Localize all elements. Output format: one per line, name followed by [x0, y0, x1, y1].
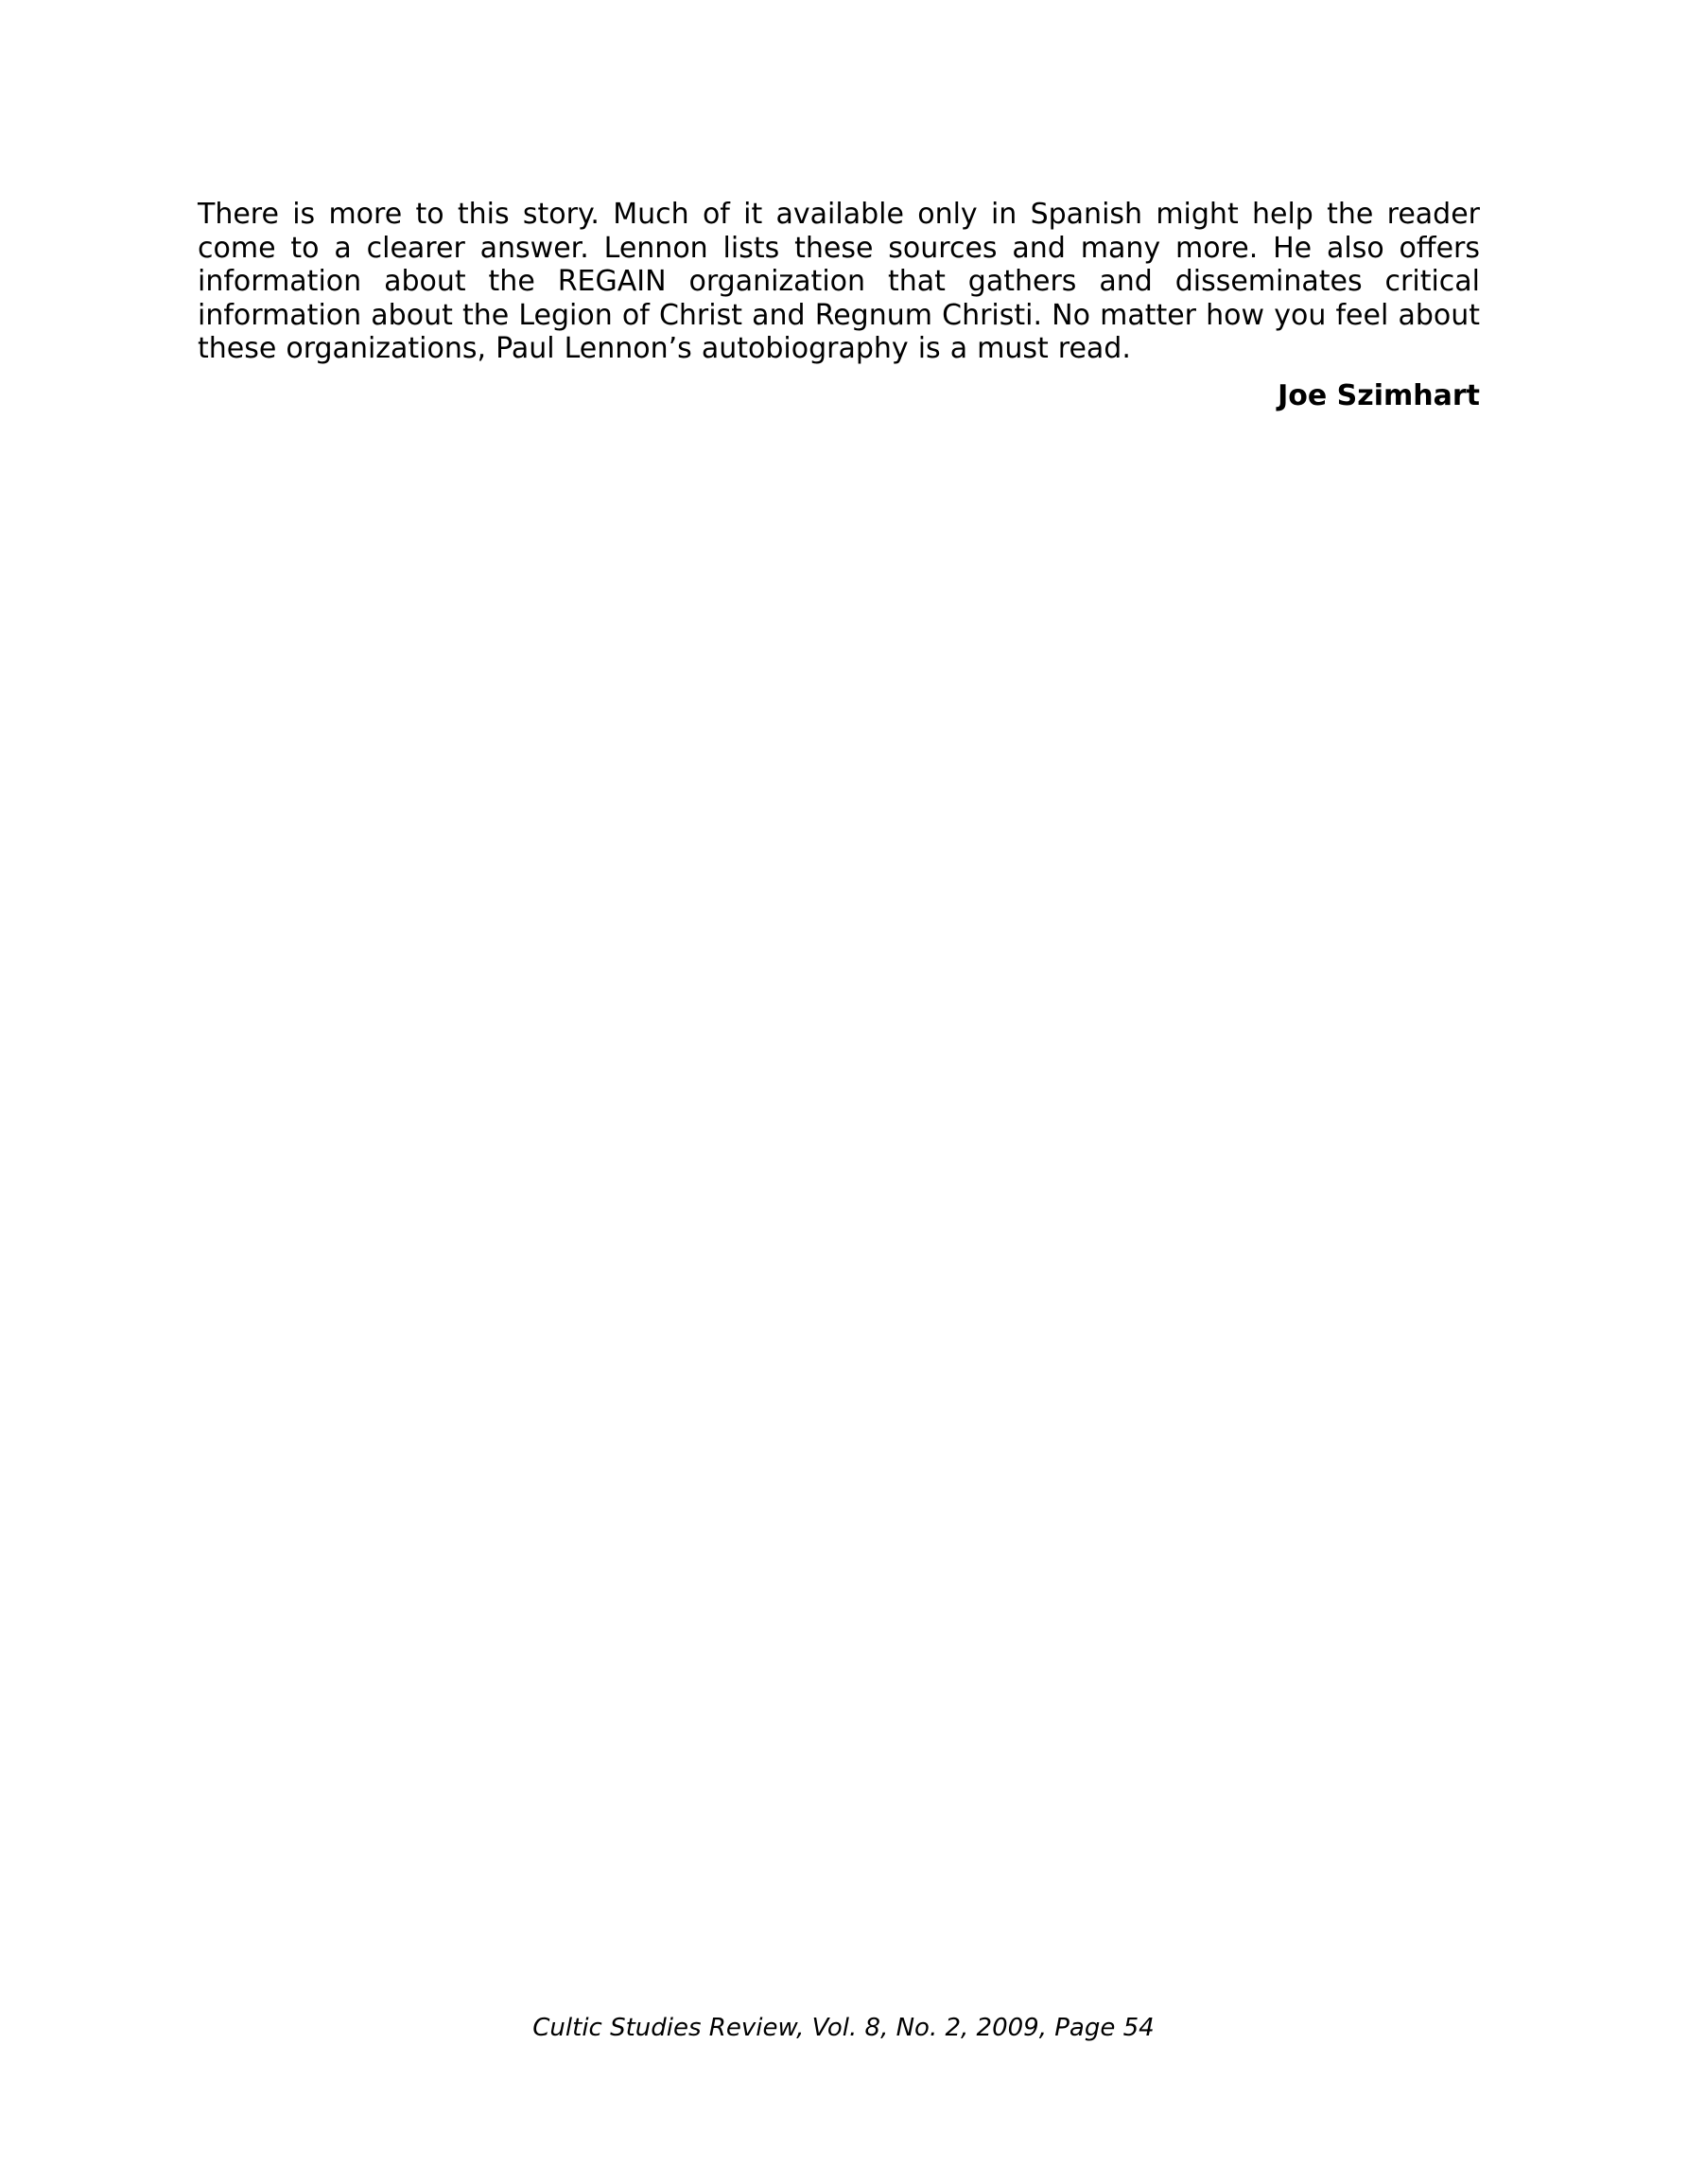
page-footer-citation: Cultic Studies Review, Vol. 8, No. 2, 2009, Page 54	[532, 2014, 1155, 2042]
body-paragraph: There is more to this story. Much of it available only in Spanish might help the reader come to a clearer answer. Lennon lists these sources and many more. He also offers information about the REGAIN organization that gathers and disseminates critical information about the Legion of Christ and Regnum Christi. No matter how you feel about these organizations, Paul Lennon’s autobiography is a must read.	[198, 198, 1480, 365]
author-signature: Joe Szimhart	[1278, 379, 1480, 412]
